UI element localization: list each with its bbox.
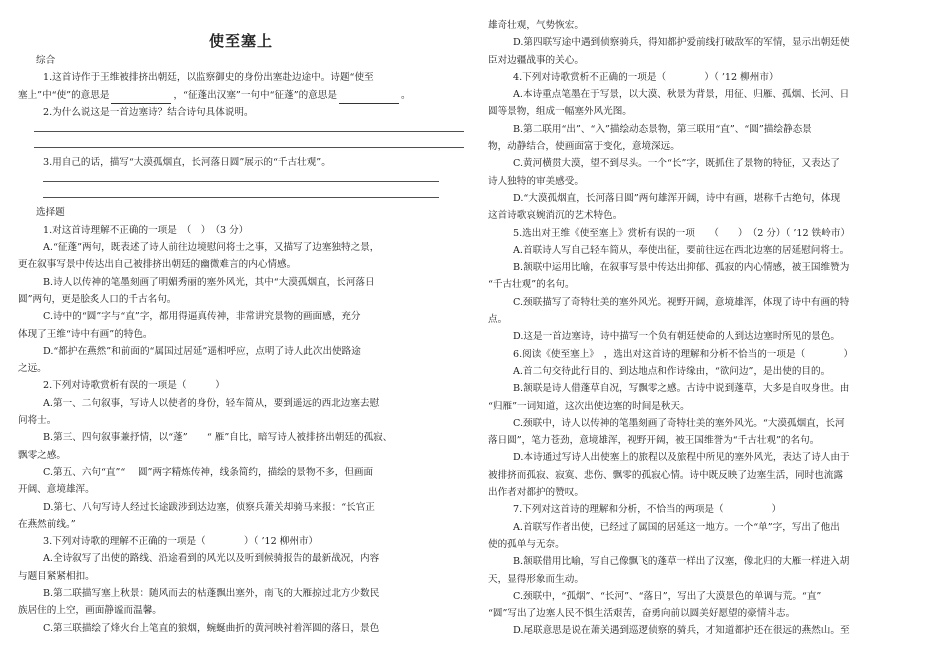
text-line: 4.下列对诗歌赏析不正确的一项是（ ）（ ’12 柳州市）: [513, 71, 779, 83]
text-line: D.“大漠孤烟直，长河落日圆”两句雄浑开阔，诗中有画，堪称千古绝句，体现: [513, 192, 841, 204]
text-line: 与题目紧紧相扣。: [18, 570, 95, 582]
text-line: 点。: [488, 314, 508, 326]
text-line: 开阔、意境雄浑。: [18, 484, 95, 496]
text-line: 诗人独特的审美感受。: [488, 175, 584, 187]
text-line: D.本诗通过写诗人出使塞上的旅程以及旅程中所见的塞外风光，表达了诗人由于: [513, 452, 850, 464]
text-line: B.颔联借用比喻，写自己像飘飞的蓬草一样出了汉塞，像北归的大雁一样进入胡: [513, 556, 850, 568]
text-line: 在燕然前线。”: [18, 518, 76, 530]
text-line: C.第三联描绘了烽火台上笔直的狼烟，蜿蜒曲折的黄河映衬着浑圆的落日，景色: [43, 622, 380, 634]
text-line: “圆”写出了边塞人民不惧生活艰苦，奋勇向前以圆美好愿望的豪情斗志。: [488, 608, 796, 620]
text-line: 出作者对都护的赞叹。: [488, 487, 584, 499]
question-3: 3.用自己的话，描写“大漠孤烟直，长河落日圆”展示的“千古壮观”。: [43, 157, 331, 169]
text-line: 飘零之感。: [18, 449, 66, 461]
text-line: A.第一、二句叙事，写诗人以使者的身份，轻车简从，要到遥远的西北边塞去慰: [43, 397, 380, 409]
right-column: [488, 0, 888, 672]
text-line: 3.下列对诗歌的理解不正确的一项是（ ）（ ’12 柳州市）: [43, 536, 319, 548]
text-line: A.首联写作者出使，已经过了属国的居延这一地方。一个“单”字，写出了他出: [513, 521, 840, 533]
text-line: 这首诗歌哀婉消沉的艺术特色。: [488, 210, 623, 222]
text-line: 问将士。: [18, 415, 57, 427]
right-question-text: [488, 17, 888, 640]
text-line: C.黄河横贯大漠，望不到尽头。一个“长”字，既抓住了景物的特征，又表达了: [513, 158, 840, 170]
text-line: B.第二联用“出”、“入”描绘动态景物，第三联用“直”、“圆”描绘静态景: [513, 123, 812, 135]
answer-blank-2[interactable]: [339, 92, 399, 104]
text-line: 落日圆”，笔力苍劲，意境雄浑，视野开阔，被王国维誉为“千古壮观”的名句。: [488, 435, 820, 447]
text-line: 臣对边疆战事的关心。: [488, 54, 584, 66]
text-line: C.颈联中，“孤烟”、“长河”、“落日”，写出了大漠景色的单调与荒。“直”: [513, 590, 822, 602]
text-line: B.第三、四句叙事兼抒情，以“蓬” “ 雁”自比，暗写诗人被排挤出朝廷的孤寂、: [43, 432, 393, 444]
section-heading-multiple-choice: 选择题: [36, 207, 65, 219]
text-line: 使的孤单与无奈。: [488, 538, 565, 550]
left-column: [18, 0, 464, 672]
text-line: 圆”两句，更是脍炙人口的千古名句。: [18, 293, 177, 305]
text-line: 5.选出对王维《使至塞上》赏析有误的一项 （ ） （2 分）（ ’12 铁岭市）: [513, 227, 851, 239]
text-line: C.颈联中，诗人以传神的笔墨刻画了奇特壮美的塞外风光。“大漠孤烟直，长河: [513, 417, 845, 429]
text-line: C.诗中的“圆”字与“直”字，都用得逼真传神，非常讲究景物的画面感，充分: [43, 311, 361, 323]
question-1-line-2: 塞上”中“使”的意思是 ，“征蓬出汉塞”一句中“征蓬”的意思是 。: [18, 87, 464, 104]
text-line: B.诗人以传神的笔墨刻画了明媚秀丽的塞外风光，其中“大漠孤烟直，长河落日: [43, 276, 375, 288]
question-1-line-1: 1.这首诗作于王维被排挤出朝廷，以监察御史的身份出塞赴边途中。诗题“使至: [43, 72, 374, 84]
section-heading-comprehensive: 综合: [36, 55, 56, 66]
text-line: D.第四联写途中遇到侦察骑兵，得知都护爱前线打破敌军的军情，显示出朝廷使: [513, 37, 850, 49]
text-line: B.颔联是诗人借蓬草自况，写飘零之感。古诗中说到蓬草，大多是自叹身世。由: [513, 383, 850, 395]
text-line: 雄奇壮观，气势恢宏。: [488, 20, 584, 31]
text-line: 天，显得形象而生动。: [488, 573, 584, 585]
text-line: B.第二联描写塞上秋景：随风而去的枯蓬飘出塞外，南飞的大雁掠过北方少数民: [43, 588, 380, 600]
text-line: A.本诗重点笔墨在于写景，以大漠、秋景为背景，用征、归雁、孤烟、长河、日: [513, 89, 850, 101]
text-line: C.颈联描写了奇特壮美的塞外风光。视野开阔，意境雄浑，体现了诗中有画的特: [513, 296, 850, 308]
text-line: 族居住的上空，画面静谧而温馨。: [18, 605, 162, 617]
text-line: 更在叙事写景中传达出自己被排挤出朝廷的幽微难言的内心情感。: [18, 259, 297, 271]
text-line: 1.对这首诗理解不正确的一项是 （ ） （3 分）: [43, 224, 249, 236]
answer-blank-1[interactable]: [111, 92, 171, 104]
page-title: 使至塞上: [208, 32, 273, 50]
question-2: 2.为什么说这是一首边塞诗？结合诗句具体说明。: [43, 106, 254, 118]
text-line: 被排挤而孤寂、寂寞、悲伤、飘零的孤寂心情。诗中既反映了边塞生活，同时也流露: [488, 469, 843, 481]
text-line: “归雁”一词知道，这次出使边塞的时间是秋天。: [488, 400, 690, 412]
text-line: D.尾联意思是说在萧关遇到巡逻侦察的骑兵，才知道都护还在很远的燕然山。至: [513, 625, 850, 637]
text-line: 6.阅读《使至塞上》 ，选出对这首诗的理解和分析不恰当的一项是（ ）: [513, 348, 854, 360]
text-line: B.颔联中运用比喻，在叙事写景中传达出抑郁、孤寂的内心情感，被王国维赞为: [513, 262, 850, 274]
text-line: 7.下列对这首诗的理解和分析，不恰当的两项是（ ）: [513, 504, 782, 516]
text-line: C.第五、六句“直”“ 圆”两字精炼传神，线条简约，描绘的景物不多，但画面: [43, 466, 374, 478]
text-line: A.全诗叙写了出使的路线、沿途看到的风光以及听到候骑报告的最新战况，内容: [43, 553, 380, 565]
text-line: D.第七、八句写诗人经过长途跋涉到达边塞，侦察兵萧关却骑马来报：“长官正: [43, 501, 375, 513]
left-question-text: [18, 222, 464, 637]
text-line: D.“都护在燕然”和前面的“属国过居延”遥相呼应，点明了诗人此次出使路途: [43, 345, 361, 357]
text-line: 物，动静结合，使画面富于变化，意境深远。: [488, 141, 680, 153]
text-line: 体现了王维“诗中有画”的特色。: [18, 328, 153, 340]
text-line: 之远。: [18, 363, 47, 375]
text-line: A.首二句交待此行目的、到达地点和作诗缘由，“欲问边”，是出使的目的。: [513, 365, 831, 377]
text-line: 圆等景物，组成一幅塞外风光图。: [488, 106, 632, 118]
text-line: “千古壮观”的名句。: [488, 279, 575, 291]
text-line: 2.下列对诗歌赏析有误的一项是（ ）: [43, 380, 225, 392]
text-line: D.这是一首边塞诗，诗中描写一个负有朝廷使命的人到达边塞时所见的景色。: [513, 331, 840, 343]
text-line: A.“征蓬”两句，既表述了诗人前往边境慰问将士之事，又描写了边塞独特之景，: [43, 242, 380, 254]
text-line: A.首联诗人写自己轻车简从，奉使出征，要前往远在西北边塞的居延慰问将士。: [513, 244, 850, 256]
